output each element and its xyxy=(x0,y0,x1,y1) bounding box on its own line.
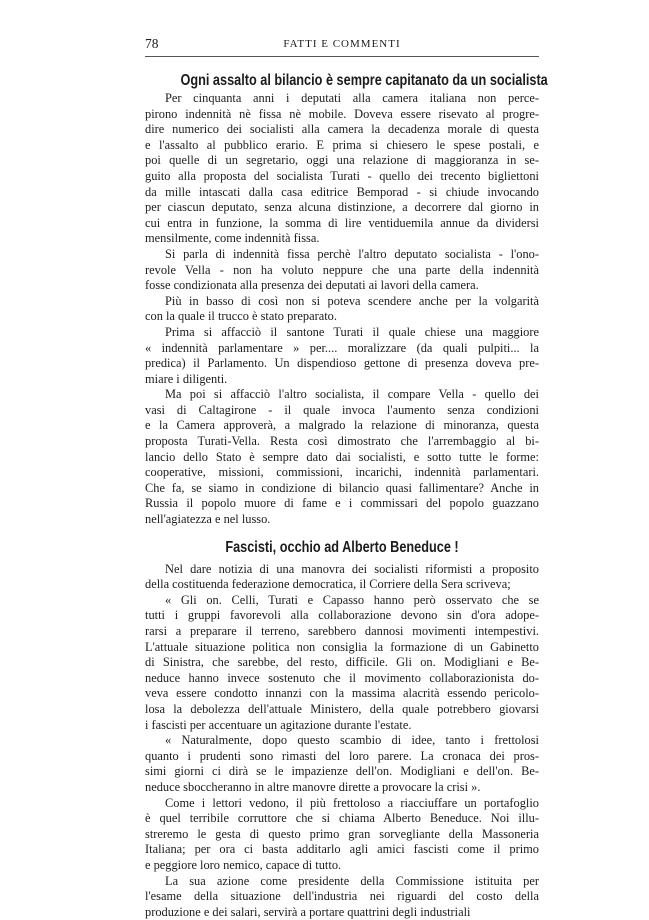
text-line: neduce sboccheranno in altre manovre dirette a provocare la crisi ». xyxy=(145,779,481,794)
text-line: proposta Turati-Vella. Resta così dimostrato che l'arrembaggio al bi- xyxy=(145,434,539,449)
text-line: guito alla proposta del socialista Turati - quello dei trecento bigliettoni xyxy=(145,168,539,183)
text-line: quanto i prudenti sono rimasti del loro parere. La cronaca dei pros- xyxy=(145,748,539,763)
text-line: e la Camera approverà, a malgrado la relazione di minoranza, questa xyxy=(145,418,539,433)
text-line: neduce hanno invece sostenuto che il movimento collaborazionista do- xyxy=(145,670,539,685)
article-body-bilancio xyxy=(145,91,539,528)
text-line: di Sinistra, che sarebbe, del resto, difficile. Gli on. Modigliani e Be- xyxy=(145,655,539,670)
running-header xyxy=(145,34,539,57)
text-line: miare i diligenti. xyxy=(145,371,228,386)
text-line: Ma poi si affacciò l'altro socialista, il compare Vella - quello dei xyxy=(165,387,539,402)
text-line: « Naturalmente, dopo questo scambio di idee, tanto i frettolosi xyxy=(165,733,539,748)
page-number: 78 xyxy=(145,36,159,51)
article-body-beneduce xyxy=(145,562,539,920)
text-line: nell'agiatezza e nel lusso. xyxy=(145,512,271,527)
text-line: e l'assalto al pubblico erario. E prima si chiesero le spese postali, e xyxy=(145,137,539,152)
text-line: Per cinquanta anni i deputati alla camera italiana non perce- xyxy=(165,91,539,105)
text-line: mensilmente, come indennità fissa. xyxy=(145,231,320,246)
text-line: Russia il popolo muore di fame e i commissari del popolo guazzano xyxy=(145,496,539,511)
text-line: i fascisti per accentuare un agitazione durante l'estate. xyxy=(145,717,412,732)
text-line: veva essere condotto innanzi con la massima alacrità essendo pericolo- xyxy=(145,686,539,701)
text-line: fosse condizionata alla presenza dei deputati ai lavori della camera. xyxy=(145,278,479,293)
text-line: l'esame della situazione dell'industria nei riguardi del costo della xyxy=(145,889,539,904)
text-line: Nel dare notizia di una manovra dei socialisti riformisti a proposito xyxy=(165,561,539,576)
text-line: predica) il Parlamento. Un dispendioso gettone di presenza doveva pre- xyxy=(145,356,539,371)
text-line: con la quale il trucco è stato preparato. xyxy=(145,309,337,324)
text-line: Come i lettori vedono, il più frettoloso a riacciuffare un portafoglio xyxy=(165,795,539,810)
text-line: cooperative, missioni, commissioni, incarichi, indennità parlamentari. xyxy=(145,465,539,480)
text-line: per ciascun deputato, senza alcuna distinzione, a decorrere dal giorno in xyxy=(145,200,539,215)
article-title-beneduce: Fascisti, occhio ad Alberto Beneduce ! xyxy=(225,538,459,556)
text-line: da mille intascati dalla casa editrice Bemporad - si chiude invocando xyxy=(145,184,539,199)
text-line: dire numerico dei socialisti alla camera la decadenza morale di questa xyxy=(145,122,539,137)
text-line: vasi di Caltagirone - il quale invoca l'aumento senza condizioni xyxy=(145,402,539,417)
text-line: « Gli on. Celli, Turati e Capasso hanno però osservato che se xyxy=(165,592,539,607)
text-line: Prima si affacciò il santone Turati il quale chiese una maggiore xyxy=(165,324,539,339)
text-line: Si parla di indennità fissa perchè l'altro deputato socialista - l'ono- xyxy=(165,246,539,261)
text-line: è quel terribile corruttore che si chiama Alberto Beneduce. Noi illu- xyxy=(145,811,539,826)
article-title-bilancio: Ogni assalto al bilancio è sempre capitanato da un socialista xyxy=(180,72,548,89)
text-line: L'attuale situazione politica non consiglia la formazione di un Gabinetto xyxy=(145,639,539,654)
text-line: lancio dello Stato è sempre dato dai socialisti, e sotto tutte le forme: xyxy=(145,449,539,464)
text-line: Più in basso di così non si poteva scendere anche per la volgarità xyxy=(165,293,539,308)
text-line: pirono indennità nè fissa nè mobile. Doveva essere risevato al progre- xyxy=(145,106,539,121)
text-line: « indennità parlamentare » per.... moralizzare (da quali pulpiti... la xyxy=(145,340,539,355)
running-title: FATTI E COMMENTI xyxy=(283,38,401,50)
text-line: e peggiore loro nemico, capace di tutto. xyxy=(145,857,342,872)
text-line: poi quelle di un segretario, oggi una relazione di maggioranza in se- xyxy=(145,153,539,168)
text-line: cui entra in funzione, la somma di lire ventiduemila annue da dividersi xyxy=(145,215,539,230)
text-line: simi giorni ci dirà se le impazienze dell'on. Modigliani e dell'on. Be- xyxy=(145,764,539,779)
text-line: rarsi a preparare il terreno, sarebbero dannosi movimenti intempestivi. xyxy=(145,624,539,638)
text-line: Italiana; per ora ci basta additarlo agli amici fascisti come il primo xyxy=(145,842,539,857)
text-line: revole Vella - non ha voluto neppure che una parte della indennità xyxy=(145,262,539,277)
text-line: losa la debolezza dell'attuale Ministero, della quale potrebbero giovarsi xyxy=(145,701,539,716)
text-line: produzione e dei salari, servirà a portare quattrini degli industriali xyxy=(145,904,471,919)
text-line: streremo le gesta di questo primo gran sorvegliante della Massoneria xyxy=(145,826,539,841)
document-page xyxy=(145,34,548,920)
text-line: La sua azione come presidente della Commissione istituita per xyxy=(165,873,539,888)
text-line: Che fa, se siamo in condizione di bilancio quasi fallimentare? Anche in xyxy=(145,480,539,495)
text-line: della costituenda federazione democratica, il Corriere della Sera scriveva; xyxy=(145,577,511,592)
text-line: tutti i gruppi favorevoli alla collaborazione devono sin d'ora adope- xyxy=(145,608,539,623)
